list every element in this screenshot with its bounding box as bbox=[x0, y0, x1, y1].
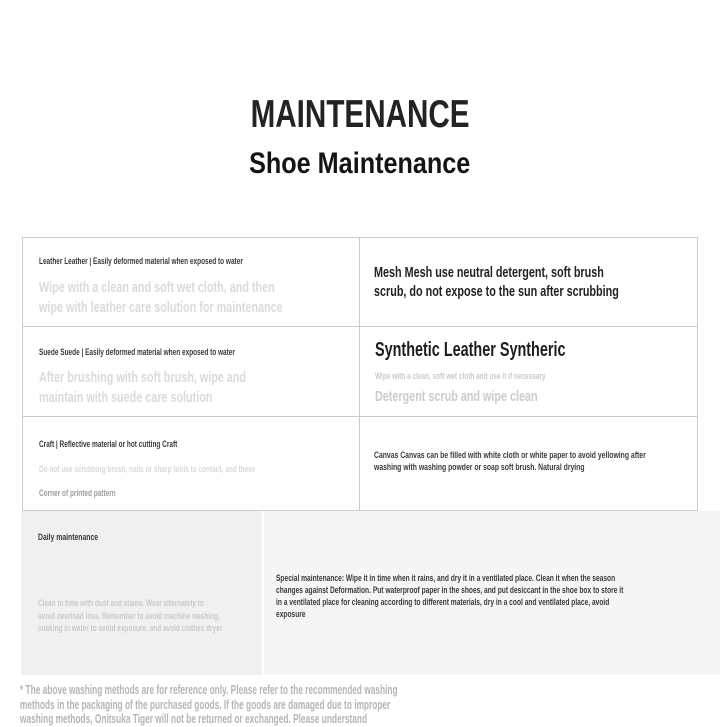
suede-instructions: After brushing with soft brush, wipe and maintain with suede care solution bbox=[39, 369, 247, 406]
craft-note: Do not use scrubbing brush, nails or sharp tools to contact, and these bbox=[39, 464, 256, 474]
cell-leather bbox=[23, 238, 359, 326]
leather-label: Leather Leather | Easily deformed material when exposed to water bbox=[39, 256, 243, 266]
canvas-instructions: Canvas Canvas can be filled with white cloth or white paper to avoid yellowing after washing with washing powder or soap soft brush. Natural drying bbox=[374, 450, 646, 473]
cell-mesh bbox=[359, 238, 697, 326]
cell-craft bbox=[23, 416, 359, 510]
page-subtitle bbox=[0, 148, 720, 180]
craft-sub-note: Corner of printed pattern bbox=[39, 488, 116, 498]
daily-maintenance-body: Clean in time with dust and stains. Wear alternately to avoid overload loss. Remember to avoid machine washing, soaking in water to avoid exposure, and avoid clothes dryer bbox=[38, 598, 223, 633]
cell-suede bbox=[23, 326, 359, 416]
page-title bbox=[0, 95, 720, 135]
synthetic-heading: Synthetic Leather Syntheric bbox=[375, 339, 566, 361]
cell-synthetic-leather bbox=[359, 326, 697, 416]
special-maintenance-body: Special maintenance: Wipe it in time when it rains, and dry it in a ventilated place. Clean it when the season changes against Deformation. Put waterproof paper in the shoes, and put desiccant in the shoe box to store it in a ventilated place for cleaning according to different materials, dry in a cool and ventilated place, avoid exposure bbox=[276, 573, 624, 620]
special-maintenance-panel bbox=[264, 511, 720, 675]
leather-instructions: Wipe with a clean and soft wet cloth, and then wipe with leather care solution for maintenance bbox=[39, 279, 283, 316]
maintenance-panel bbox=[21, 511, 698, 675]
care-table bbox=[22, 237, 698, 511]
synthetic-instructions: Detergent scrub and wipe clean bbox=[375, 388, 538, 405]
page-subtitle-text: Shoe Maintenance bbox=[249, 147, 471, 180]
suede-label: Suede Suede | Easily deformed material when exposed to water bbox=[39, 347, 235, 357]
synthetic-note: Wipe with a clean, soft wet cloth and use it if necessary bbox=[375, 371, 546, 381]
daily-maintenance-panel bbox=[21, 511, 262, 675]
page-title-text: MAINTENANCE bbox=[250, 93, 470, 136]
mesh-instructions: Mesh Mesh use neutral detergent, soft brush scrub, do not expose to the sun after scrubbing bbox=[374, 264, 619, 300]
craft-label: Craft | Reflective material or hot cutting Craft bbox=[39, 439, 178, 449]
disclaimer-note: * The above washing methods are for reference only. Please refer to the recommended washing methods in the packaging of the purchased goods. If the goods are damaged due to improper washing methods, Onitsuka Tiger will not be returned or exchanged. Please understand bbox=[20, 682, 398, 726]
daily-maintenance-title: Daily maintenance bbox=[38, 532, 99, 543]
cell-canvas bbox=[359, 416, 697, 510]
